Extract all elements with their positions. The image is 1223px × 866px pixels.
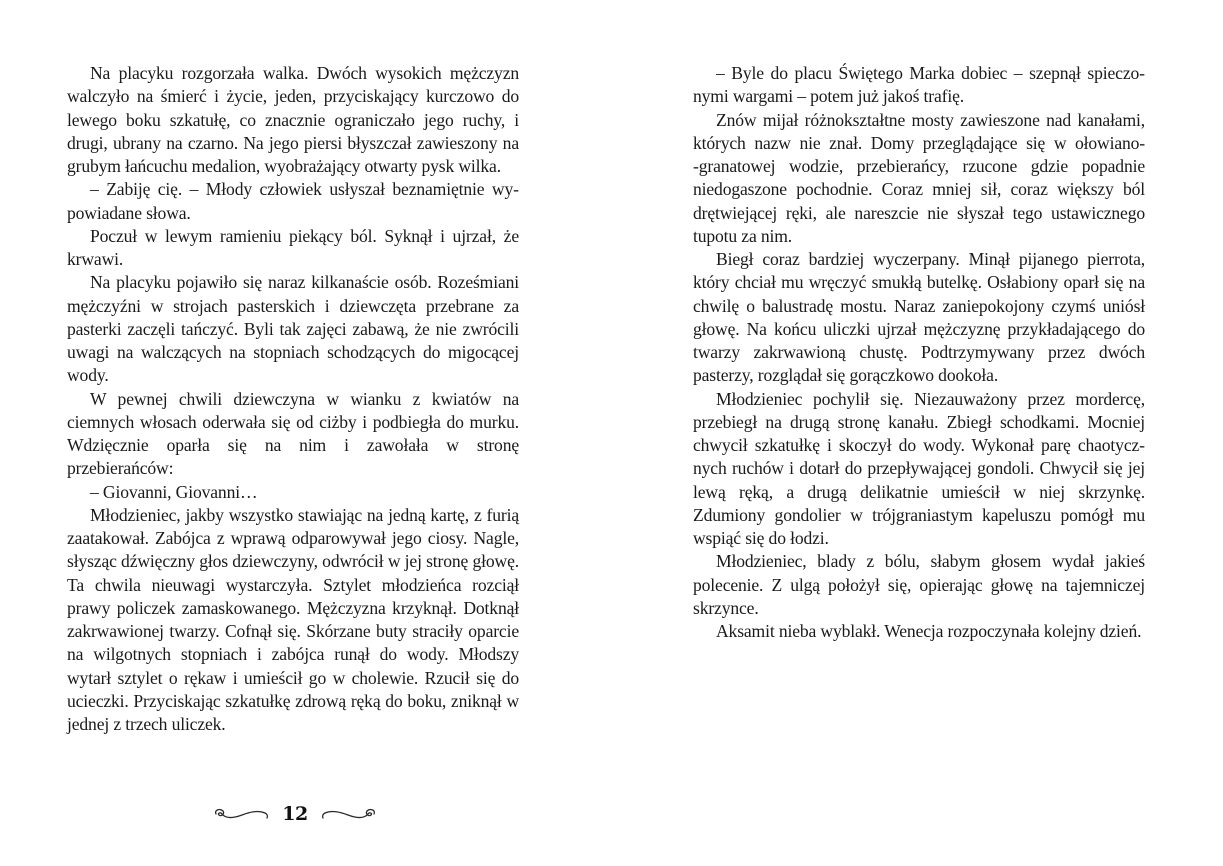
page-number-folio	[205, 796, 385, 832]
paragraph: Młodzieniec pochylił się. Niezauważony przez mordercę, przebiegł na drugą stronę kanału. Zbiegł schodkami. Mocniej chwycił szkatułkę i skoczył do wody. Wykonał parę chaotycznych ruchów i dotarł do przepływającej gondoli. Chwycił się jej lewą ręką, a drugą delikatnie umieścił w niej skrzynkę. Zdumiony gondolier w trójgraniastym kapeluszu pomógł mu wspiąć się do łodzi.	[693, 388, 1145, 548]
paragraph: – Byle do placu Świętego Marka dobiec – szepnął spieczonymi wargami – potem już jakoś trafię.	[693, 63, 1145, 107]
paragraph: Aksamit nieba wyblakł. Wenecja rozpoczynała kolejny dzień.	[716, 621, 1142, 641]
paragraph: W pewnej chwili dziewczyna w wianku z kwiatów na ciemnych włosach oderwała się od ciżby i podbiegła do murku. Wdzięcznie oparła się na nim i zawołała w stronę przebierańców:	[67, 388, 519, 479]
paragraph: Młodzieniec, blady z bólu, słabym głosem wydał jakieś polecenie. Z ulgą położył się, opierając głowę na tajemniczej skrzynce.	[693, 551, 1145, 618]
paragraph: – Zabiję cię. – Młody człowiek usłyszał beznamiętnie wypowiadane słowa.	[67, 179, 519, 223]
paragraph: Młodzieniec, jakby wszystko stawiając na jedną kartę, z furią zaatakował. Zabójca z wprawą odparowywał jego ciosy. Nagle, słysząc dźwięczny głos dziewczyny, odwrócił w jej stronę głowę. Ta chwila nieuwagi wystarczyła. Sztylet młodzieńca rozciął prawy policzek zamaskowanego. Mężczyzna krzyknął. Dotknął zakrwawionej twarzy. Cofnął się. Skórzane buty straciły oparcie na wilgotnych stopniach i zabójca runął do wody. Młodszy wytarł sztylet o rękaw i umieścił go w cholewie. Rzucił się do ucieczki. Przyciskając szkatułkę zdrową ręką do boku, zniknął w jednej z trzech uliczek.	[67, 504, 519, 734]
paragraph: Na placyku pojawiło się naraz kilkanaście osób. Roześmiani mężczyźni w strojach pasterskich i dziewczęta przebrane za pasterki zaczęli tańczyć. Byli tak zajęci zabawą, że nie zwrócili uwagi na walczących na stopniach schodzących do migocącej wody.	[67, 272, 519, 386]
left-page	[67, 62, 519, 736]
page-number: 12	[282, 803, 308, 825]
paragraph: Poczuł w lewym ramieniu piekący ból. Syknął i ujrzał, że krwawi.	[67, 225, 519, 269]
paragraph: Biegł coraz bardziej wyczerpany. Minął pijanego pierrota, który chciał mu wręczyć smukłą butelkę. Osłabiony oparł się na chwilę o balustradę mostu. Naraz zaniepokojony czymś uniósł głowę. Na końcu uliczki ujrzał mężczyznę przykładającego do twarzy zakrwawioną chustę. Podtrzymywany przez dwóch pasterzy, rozglądał się gorączkowo dookoła.	[693, 249, 1145, 386]
paragraph: Znów mijał różnokształtne mosty zawieszone nad kanałami, których nazw nie znał. Domy przeglądające się w ołowiano-‑granatowej wodzie, przebierańcy, rzucone gdzie popadnie niedogaszone pochodnie. Coraz mniej sił, coraz większy ból drętwiejącej ręki, ale nareszcie nie słyszał tego ustawicznego tupotu za nim.	[693, 109, 1145, 246]
paragraph: Na placyku rozgorzała walka. Dwóch wysokich mężczyzn walczyło na śmierć i życie, jeden, przyciskający kurczowo do lewego boku szkatułę, co znacznie ograniczało jego ruchy, i drugi, ubrany na czarno. Na jego piersi błyszczał zawieszony na grubym łańcuchu medalion, wyobrażający otwarty pysk wilka.	[67, 63, 519, 176]
flourish-left-icon	[212, 804, 272, 824]
right-page	[693, 62, 1145, 643]
flourish-right-icon	[318, 804, 378, 824]
paragraph: – Giovanni, Giovanni…	[90, 481, 258, 502]
